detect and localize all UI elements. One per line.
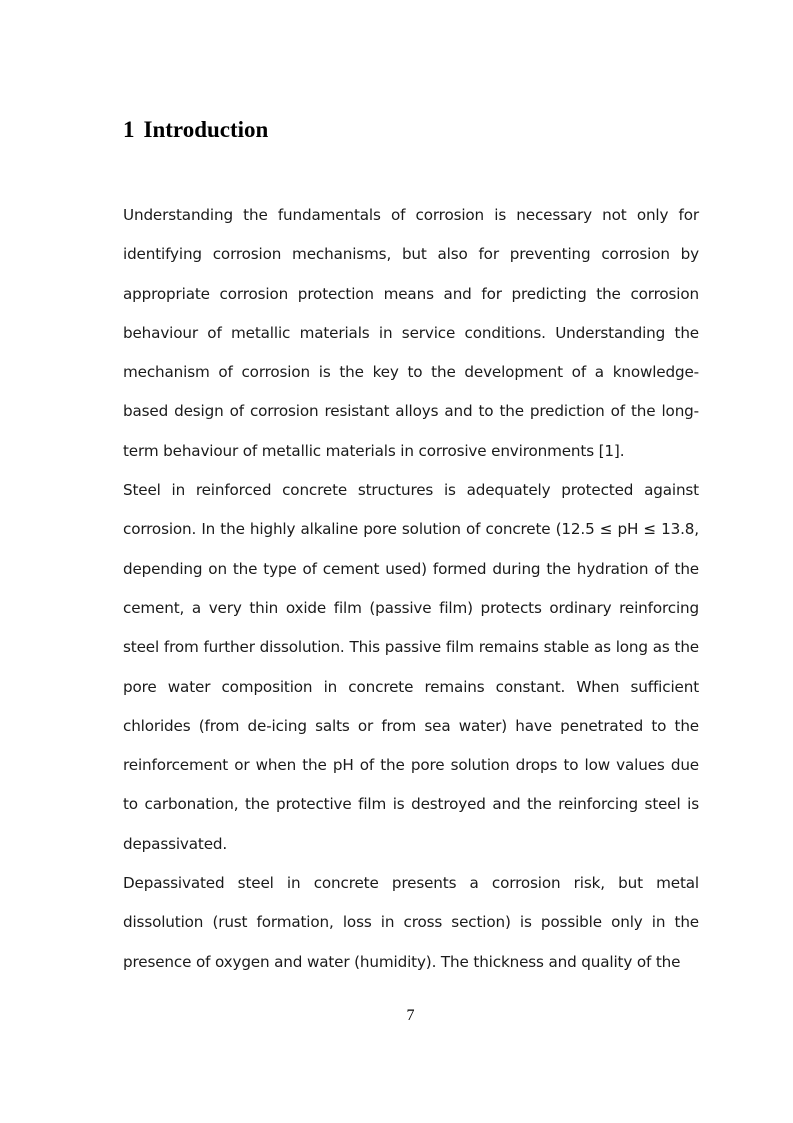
paragraph-depassivated-steel: Depassivated steel in concrete presents a corrosion risk, but metal dissolution (rust formation, loss in cross section) is possible only in the presence of oxygen and water (humidity). The thickness and quality of the [123,874,699,971]
body-text [123,196,699,982]
page-number: 7 [406,1007,415,1024]
chapter-number: 1 [123,117,135,142]
paragraph-steel-in-concrete: Steel in reinforced concrete structures is adequately protected against corrosion. In the highly alkaline pore solution of concrete (12.5 ≤ pH ≤ 13.8, depending on the type of cement used) formed during the hydration of the cement, a very thin oxide film (passive film) protects ordinary reinforcing steel from further dissolution. This passive film remains stable as long as the pore water composition in concrete remains constant. When sufficient chlorides (from de-icing salts or from sea water) have penetrated to the reinforcement or when the pH of the pore solution drops to low values due to carbonation, the protective film is destroyed and the reinforcing steel is depassivated. [123,481,699,853]
paragraph-corrosion-fundamentals: Understanding the fundamentals of corrosion is necessary not only for identifying corrosion mechanisms, but also for preventing corrosion by appropriate corrosion protection means and for predicting the corrosion behaviour of metallic materials in service conditions. Understanding the mechanism of corrosion is the key to the development of a knowledge-based design of corrosion resistant alloys and to the prediction of the long-term behaviour of metallic materials in corrosive environments [1]. [123,206,699,460]
chapter-title: Introduction [143,117,269,142]
chapter-heading [123,116,268,144]
